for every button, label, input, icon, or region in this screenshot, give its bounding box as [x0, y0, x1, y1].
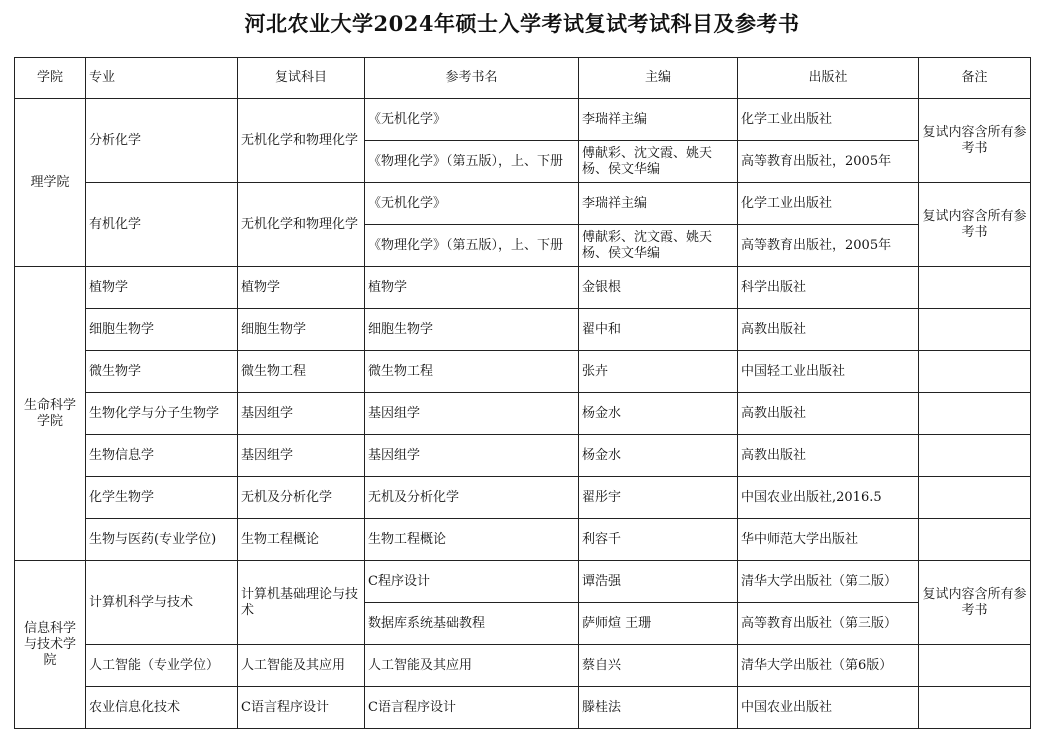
- subject-cell: 微生物工程: [238, 351, 365, 393]
- table-row: [15, 393, 1031, 435]
- publisher-cell: 化学工业出版社: [738, 183, 919, 225]
- subject-cell: 无机及分析化学: [238, 477, 365, 519]
- table-row: [15, 435, 1031, 477]
- subject-cell: 生物工程概论: [238, 519, 365, 561]
- book-cell: 基因组学: [365, 435, 579, 477]
- publisher-cell: 高等教育出版社，2005年: [738, 141, 919, 183]
- editor-cell: 张卉: [579, 351, 738, 393]
- book-cell: 《无机化学》: [365, 183, 579, 225]
- book-cell: 《物理化学》（第五版），上、下册: [365, 225, 579, 267]
- major-cell: 微生物学: [86, 351, 238, 393]
- header-row: [15, 58, 1031, 99]
- header-book: 参考书名: [365, 58, 579, 99]
- book-cell: 人工智能及其应用: [365, 645, 579, 687]
- editor-cell: 谭浩强: [579, 561, 738, 603]
- editor-cell: 滕桂法: [579, 687, 738, 729]
- book-cell: 无机及分析化学: [365, 477, 579, 519]
- editor-cell: 傅献彩、沈文霞、姚天杨、侯文华编: [579, 141, 738, 183]
- table-row: [15, 267, 1031, 309]
- table-row: [15, 561, 1031, 603]
- header-publisher: 出版社: [738, 58, 919, 99]
- remark-cell: 复试内容含所有参考书: [919, 561, 1031, 645]
- remark-cell: [919, 519, 1031, 561]
- major-cell: 农业信息化技术: [86, 687, 238, 729]
- college-cell: 理学院: [15, 99, 86, 267]
- editor-cell: 蔡自兴: [579, 645, 738, 687]
- major-cell: 植物学: [86, 267, 238, 309]
- subject-cell: 计算机基础理论与技术: [238, 561, 365, 645]
- subject-cell: C语言程序设计: [238, 687, 365, 729]
- major-cell: 有机化学: [86, 183, 238, 267]
- header-major: 专业: [86, 58, 238, 99]
- major-cell: 计算机科学与技术: [86, 561, 238, 645]
- subject-cell: 基因组学: [238, 435, 365, 477]
- subject-cell: 植物学: [238, 267, 365, 309]
- publisher-cell: 清华大学出版社（第二版）: [738, 561, 919, 603]
- table-row: [15, 477, 1031, 519]
- publisher-cell: 化学工业出版社: [738, 99, 919, 141]
- editor-cell: 翟彤宇: [579, 477, 738, 519]
- editor-cell: 萨师煊 王珊: [579, 603, 738, 645]
- editor-cell: 利容千: [579, 519, 738, 561]
- table-row: [15, 519, 1031, 561]
- major-cell: 生物与医药(专业学位): [86, 519, 238, 561]
- major-cell: 细胞生物学: [86, 309, 238, 351]
- header-subject: 复试科目: [238, 58, 365, 99]
- publisher-cell: 高教出版社: [738, 435, 919, 477]
- college-cell: 生命科学学院: [15, 267, 86, 561]
- remark-cell: [919, 393, 1031, 435]
- table-row: [15, 645, 1031, 687]
- major-cell: 生物信息学: [86, 435, 238, 477]
- book-cell: 《无机化学》: [365, 99, 579, 141]
- publisher-cell: 华中师范大学出版社: [738, 519, 919, 561]
- book-cell: 生物工程概论: [365, 519, 579, 561]
- publisher-cell: 科学出版社: [738, 267, 919, 309]
- book-cell: 植物学: [365, 267, 579, 309]
- editor-cell: 傅献彩、沈文霞、姚天杨、侯文华编: [579, 225, 738, 267]
- book-cell: 数据库系统基础教程: [365, 603, 579, 645]
- editor-cell: 李瑞祥主编: [579, 183, 738, 225]
- publisher-cell: 高教出版社: [738, 393, 919, 435]
- table-row: [15, 309, 1031, 351]
- remark-cell: 复试内容含所有参考书: [919, 99, 1031, 183]
- subject-cell: 细胞生物学: [238, 309, 365, 351]
- header-college: 学院: [15, 58, 86, 99]
- publisher-cell: 中国农业出版社: [738, 687, 919, 729]
- book-cell: 微生物工程: [365, 351, 579, 393]
- publisher-cell: 高等教育出版社，2005年: [738, 225, 919, 267]
- remark-cell: [919, 645, 1031, 687]
- editor-cell: 金银根: [579, 267, 738, 309]
- book-cell: 细胞生物学: [365, 309, 579, 351]
- editor-cell: 翟中和: [579, 309, 738, 351]
- page-title: 河北农业大学2024年硕士入学考试复试考试科目及参考书: [244, 11, 800, 36]
- subject-cell: 无机化学和物理化学: [238, 99, 365, 183]
- remark-cell: [919, 477, 1031, 519]
- remark-cell: [919, 687, 1031, 729]
- publisher-cell: 清华大学出版社（第6版）: [738, 645, 919, 687]
- editor-cell: 杨金水: [579, 393, 738, 435]
- subject-cell: 人工智能及其应用: [238, 645, 365, 687]
- editor-cell: 杨金水: [579, 435, 738, 477]
- remark-cell: [919, 435, 1031, 477]
- major-cell: 生物化学与分子生物学: [86, 393, 238, 435]
- subject-cell: 基因组学: [238, 393, 365, 435]
- subject-cell: 无机化学和物理化学: [238, 183, 365, 267]
- editor-cell: 李瑞祥主编: [579, 99, 738, 141]
- college-cell: 信息科学与技术学院: [15, 561, 86, 729]
- major-cell: 分析化学: [86, 99, 238, 183]
- major-cell: 人工智能（专业学位）: [86, 645, 238, 687]
- book-cell: C程序设计: [365, 561, 579, 603]
- publisher-cell: 中国轻工业出版社: [738, 351, 919, 393]
- remark-cell: [919, 267, 1031, 309]
- header-editor: 主编: [579, 58, 738, 99]
- remark-cell: [919, 351, 1031, 393]
- header-remark: 备注: [919, 58, 1031, 99]
- table-row: [15, 183, 1031, 225]
- publisher-cell: 中国农业出版社,2016.5: [738, 477, 919, 519]
- book-cell: C语言程序设计: [365, 687, 579, 729]
- book-cell: 《物理化学》（第五版），上、下册: [365, 141, 579, 183]
- remark-cell: [919, 309, 1031, 351]
- publisher-cell: 高等教育出版社（第三版）: [738, 603, 919, 645]
- remark-cell: 复试内容含所有参考书: [919, 183, 1031, 267]
- table-row: [15, 687, 1031, 729]
- table-row: [15, 99, 1031, 141]
- table-row: [15, 351, 1031, 393]
- publisher-cell: 高教出版社: [738, 309, 919, 351]
- exam-subjects-table: [14, 57, 1031, 729]
- book-cell: 基因组学: [365, 393, 579, 435]
- major-cell: 化学生物学: [86, 477, 238, 519]
